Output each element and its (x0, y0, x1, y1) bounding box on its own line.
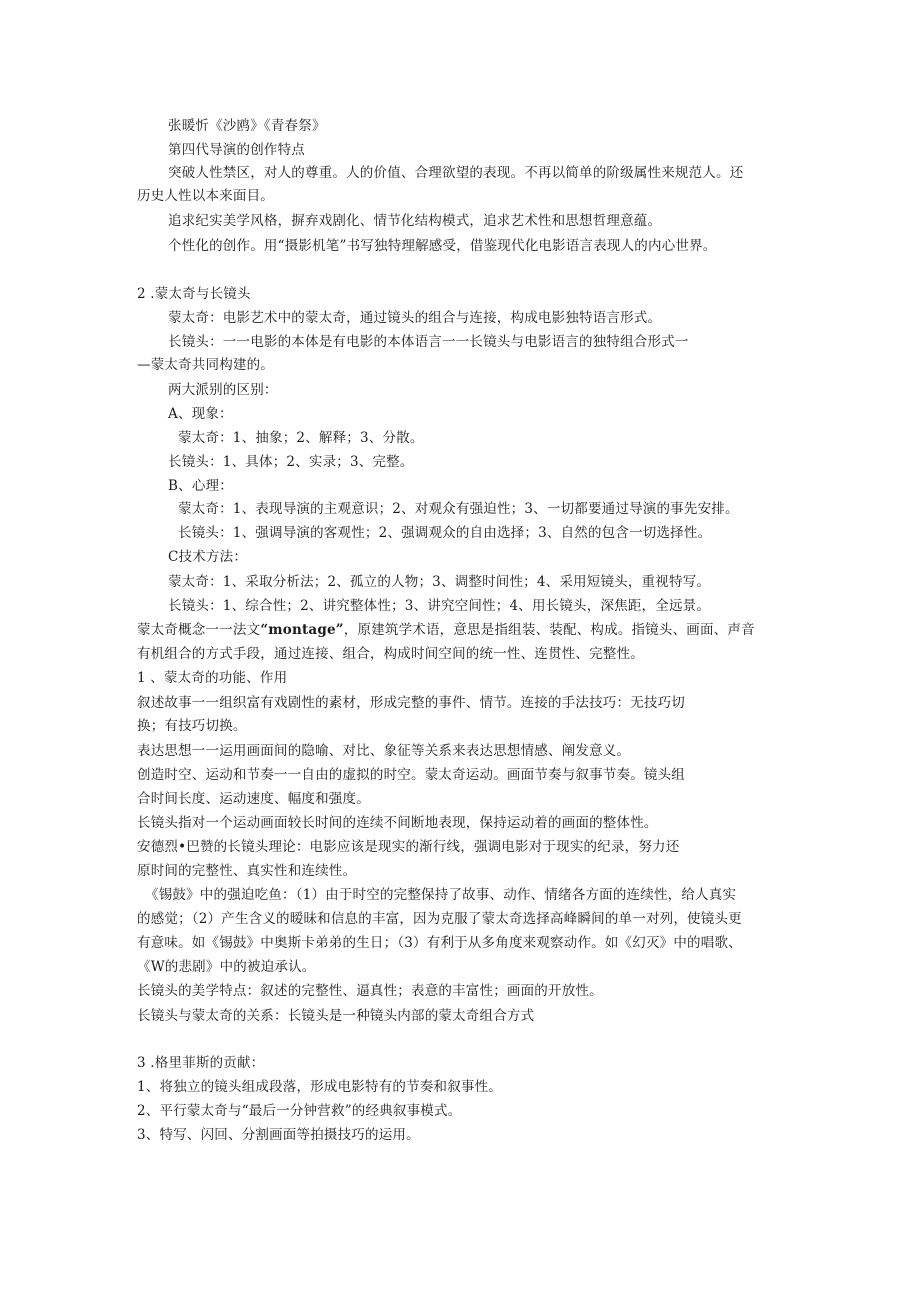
long-take-montage-relation: 长镜头与蒙太奇的关系：长镜头是一种镜头内部的蒙太奇组合方式 (137, 1008, 535, 1024)
function-expression: 表达思想一一运用画面间的隐喻、对比、象征等关系来表达思想情感、阐发意义。 (137, 743, 631, 759)
tin-drum-line2: 的感觉；（2）产生含义的暧昧和信息的丰富，因为克服了蒙太奇选择高峰瞬间的单一对列，使镜头更 (137, 911, 742, 927)
phenomenon-heading: A、现象： (168, 406, 233, 422)
fourth-gen-heading: 第四代导演的创作特点 (168, 142, 305, 158)
griffith-item-2: 2、平行蒙太奇与“最后一分钟营救”的经典叙事模式。 (137, 1103, 462, 1119)
technique-montage: 蒙太奇：1、采取分析法；2、孤立的人物；3、调整时间性；4、采用短镜头，重视特写。 (168, 574, 711, 590)
long-take-explanation: 长镜头指对一个运动画面较长时间的连续不间断地表现，保持运动着的画面的整体性。 (137, 815, 658, 831)
psychology-long-take: 长镜头：1、强调导演的客观性；2、强调观众的自由选择；3、自然的包含一切选择性。 (178, 525, 712, 541)
tin-drum-line1: 《锡鼓》中的强迫吃鱼：（1）由于时空的完整保持了故事、动作、情绪各方面的连续性，给人真实 (145, 887, 737, 903)
bazin-theory-line2: 原时间的完整性、真实性和连续性。 (137, 863, 357, 879)
function-spacetime-line2: 合时间长度、运动速度、幅度和强度。 (137, 791, 370, 807)
psychology-heading: B、心理： (168, 478, 233, 494)
griffith-item-3: 3、特写、闪回、分割画面等拍摄技巧的运用。 (137, 1127, 420, 1143)
function-spacetime-line1: 创造时空、运动和节奏一一自由的虚拟的时空。蒙太奇运动。画面节奏与叙事节奏。镜头组 (137, 767, 685, 783)
function-narrative-line1: 叙述故事一一组织富有戏剧性的素材，形成完整的事件、情节。连接的手法技巧：无技巧切 (137, 695, 685, 711)
technique-heading: C技术方法： (168, 549, 248, 565)
technique-long-take: 长镜头：1、综合性；2、讲究整体性；3、讲究空间性；4、用长镜头，深焦距，全远景。 (168, 598, 711, 614)
directors-line: 张暖忻《沙鸥》《青春祭》 (168, 118, 326, 134)
section-griffith-heading: 3 .格里菲斯的贡献： (137, 1055, 265, 1071)
montage-concept-prefix: 蒙太奇概念一一法文 (137, 622, 261, 638)
montage-concept-line1 (137, 621, 755, 639)
montage-concept-suffix: ，原建筑学术语，意思是指组装、装配、构成。指镜头、画面、声音 (343, 622, 755, 638)
montage-function-heading: 1 、蒙太奇的功能、作用 (137, 670, 288, 686)
difference-heading: 两大派别的区别： (168, 382, 278, 398)
griffith-item-1: 1、将独立的镜头组成段落，形成电影特有的节奏和叙事性。 (137, 1079, 502, 1095)
psychology-montage: 蒙太奇：1、表现导演的主观意识；2、对观众有强迫性；3、一切都要通过导演的事先安排。 (178, 501, 739, 517)
montage-term: “montage” (260, 622, 344, 638)
para-humanity-line1: 突破人性禁区，对人的尊重。人的价值、合理欲望的表现。不再以简单的阶级属性来规范人。还 (168, 165, 744, 181)
montage-definition: 蒙太奇：电影艺术中的蒙太奇，通过镜头的组合与连接，构成电影独特语言形式。 (168, 310, 662, 326)
phenomenon-montage: 蒙太奇：1、抽象；2、解释；3、分散。 (178, 430, 424, 446)
long-take-definition-line1: 长镜头：一一电影的本体是有电影的本体语言一一长镜头与电影语言的独特组合形式一 (168, 334, 689, 350)
function-narrative-line2: 换；有技巧切换。 (137, 718, 247, 734)
long-take-definition-line2: —蒙太奇共同构建的。 (137, 357, 274, 373)
tin-drum-line3: 有意味。如《锡鼓》中奥斯卡弟弟的生日；（3）有利于从多角度来观察动作。如《幻灭》中的唱歌、 (137, 935, 742, 951)
para-documentary: 追求纪实美学风格，摒弃戏剧化、情节化结构模式，追求艺术性和思想哲理意蕴。 (168, 213, 662, 229)
montage-concept-line2: 有机组合的方式手段，通过连接、组合，构成时间空间的统一性、连贯性、完整性。 (137, 646, 644, 662)
tin-drum-line4: 《W的悲剧》中的被迫承认。 (137, 959, 316, 975)
para-humanity-line2: 历史人性以本来面目。 (137, 188, 274, 204)
long-take-aesthetics: 长镜头的美学特点：叙述的完整性、逼真性；表意的丰富性；画面的开放性。 (137, 983, 603, 999)
section-montage-heading: 2 .蒙太奇与长镜头 (137, 286, 251, 302)
phenomenon-long-take: 长镜头：1、具体；2、实录；3、完整。 (168, 454, 414, 470)
para-personal: 个性化的创作。用“摄影机笔”书写独特理解感受，借鉴现代化电影语言表现人的内心世界。 (168, 238, 717, 254)
bazin-theory-line1: 安德烈•巴赞的长镜头理论：电影应该是现实的渐行线，强调电影对于现实的纪录，努力还 (137, 839, 680, 855)
